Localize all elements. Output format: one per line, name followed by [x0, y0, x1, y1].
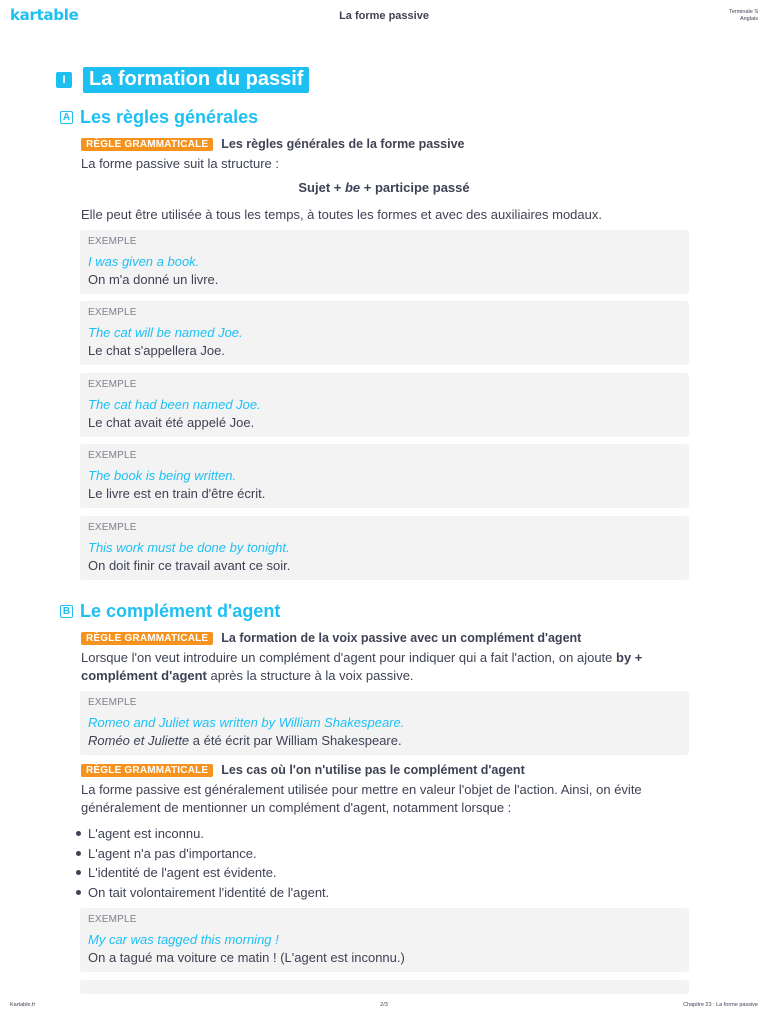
subsection-letter: A — [60, 111, 73, 124]
document-title: La forme passive — [339, 10, 429, 22]
example-english: The book is being written. — [88, 468, 237, 483]
formula-be: be — [344, 180, 361, 195]
example-french — [88, 732, 681, 750]
list-item-text: L'agent est inconnu. — [88, 826, 204, 841]
subsection-title: Le complément d'agent — [80, 601, 281, 621]
example-label: EXEMPLE — [88, 379, 137, 390]
footer-page-number: 2/3 — [380, 1002, 388, 1008]
kartable-logo[interactable]: kartable — [10, 6, 79, 24]
meta-subject: Anglais — [739, 16, 758, 22]
example-english: The cat will be named Joe. — [88, 325, 243, 340]
rule-title: Les cas où l'on n'utilise pas le complément d'agent — [221, 763, 525, 777]
rule-intro: La forme passive suit la structure : — [81, 156, 279, 171]
meta-level: Terminale S — [728, 9, 758, 15]
example-french: On doit finir ce travail avant ce soir. — [88, 558, 291, 573]
section-title: La formation du passif — [83, 67, 309, 93]
formula-part: + participe passé — [360, 180, 470, 195]
rule-heading — [81, 763, 525, 777]
document-meta — [729, 9, 758, 23]
example-box — [80, 230, 689, 294]
subsection-a-header — [60, 107, 258, 128]
bullet-icon — [76, 851, 81, 856]
subsection-title: Les règles générales — [80, 107, 259, 127]
bullet-list — [76, 824, 329, 902]
list-item — [76, 844, 329, 864]
list-item-text: L'identité de l'agent est évidente. — [88, 865, 277, 880]
section-header — [56, 67, 309, 93]
example-box-partial — [80, 980, 689, 994]
subsection-letter: B — [60, 605, 73, 618]
example-french-italic: Roméo et Juliette — [88, 733, 190, 748]
example-english: Romeo and Juliet was written by William Shakespeare. — [88, 715, 405, 730]
list-item — [76, 863, 329, 883]
example-box — [80, 373, 689, 437]
example-box — [80, 444, 689, 508]
rule-text-bold: complément d'agent — [81, 668, 207, 683]
section-number: I — [56, 72, 72, 88]
example-french-rest: a été écrit par William Shakespeare. — [189, 733, 402, 748]
rule-badge: RÈGLE GRAMMATICALE — [81, 138, 213, 151]
bullet-icon — [76, 870, 81, 875]
rule-title: Les règles générales de la forme passive — [221, 137, 465, 151]
example-english: I was given a book. — [88, 254, 200, 269]
formula-part: Sujet + — [298, 180, 345, 195]
passive-formula — [0, 180, 768, 195]
bullet-icon — [76, 831, 81, 836]
example-english: My car was tagged this morning ! — [88, 932, 279, 947]
footer-site: Kartable.fr — [10, 1002, 36, 1008]
example-english: The cat had been named Joe. — [88, 397, 261, 412]
example-french: On m'a donné un livre. — [88, 272, 219, 287]
list-item — [76, 883, 329, 903]
rule-badge: RÈGLE GRAMMATICALE — [81, 764, 213, 777]
example-french: Le chat s'appellera Joe. — [88, 343, 225, 358]
example-label: EXEMPLE — [88, 914, 137, 925]
example-box — [80, 301, 689, 365]
rule-text-bold: by + — [616, 650, 643, 665]
rule-text-part: après la structure à la voix passive. — [206, 668, 414, 683]
example-label: EXEMPLE — [88, 307, 137, 318]
example-french: Le livre est en train d'être écrit. — [88, 486, 266, 501]
rule-heading — [81, 631, 581, 645]
example-label: EXEMPLE — [88, 522, 137, 533]
example-box — [80, 691, 689, 755]
rule-text — [81, 649, 691, 685]
example-box — [80, 908, 689, 972]
rule-text-part: Lorsque l'on veut introduire un complément d'agent pour indiquer qui a fait l'action, on ajoute — [81, 650, 617, 665]
footer-chapter: Chapitre 23 : La forme passive — [683, 1002, 758, 1008]
example-label: EXEMPLE — [88, 236, 137, 247]
example-french: On a tagué ma voiture ce matin ! (L'agent est inconnu.) — [88, 950, 405, 965]
rule-after: Elle peut être utilisée à tous les temps, à toutes les formes et avec des auxiliaires modaux. — [81, 207, 602, 222]
example-label: EXEMPLE — [88, 697, 137, 708]
list-item-text: L'agent n'a pas d'importance. — [88, 845, 257, 861]
example-box — [80, 516, 689, 580]
list-item-text: On tait volontairement l'identité de l'agent. — [88, 884, 330, 900]
example-french: Le chat avait été appelé Joe. — [88, 415, 255, 430]
rule-heading — [81, 137, 464, 151]
rule-title: La formation de la voix passive avec un complément d'agent — [221, 631, 582, 645]
list-item — [76, 824, 329, 844]
example-label: EXEMPLE — [88, 450, 137, 461]
bullet-icon — [76, 890, 81, 895]
rule-badge: RÈGLE GRAMMATICALE — [81, 632, 213, 645]
subsection-b-header — [60, 601, 280, 622]
rule-text: La forme passive est généralement utilisée pour mettre en valeur l'objet de l'action. Ainsi, on évite généralement de mentionner un complément d'agent, notamment lorsque : — [81, 782, 642, 815]
example-english: This work must be done by tonight. — [88, 540, 290, 555]
